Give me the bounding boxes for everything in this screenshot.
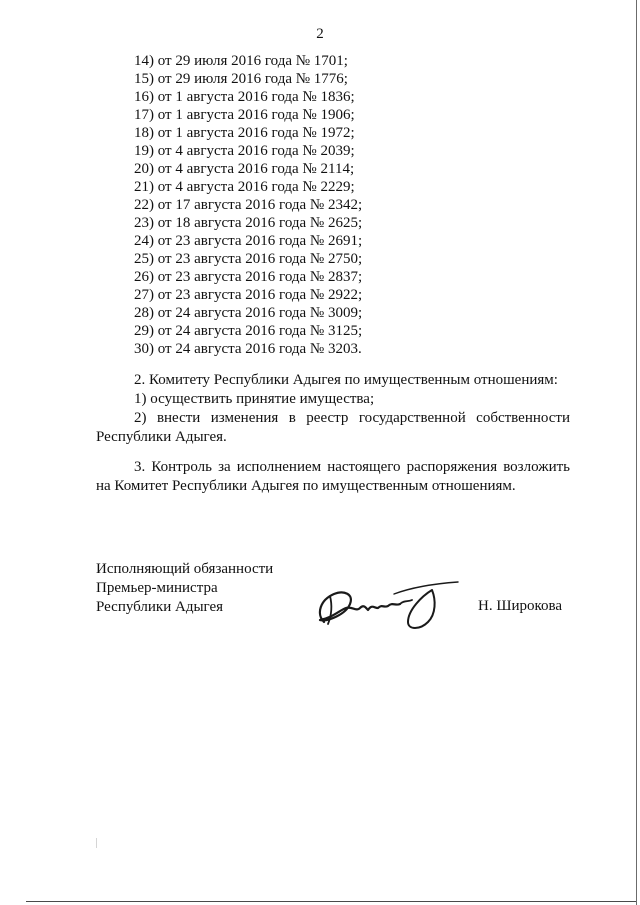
signer-line-1: Исполняющий обязанности	[96, 561, 274, 577]
section-2-item-1: 1) осуществить принятие имущества;	[134, 391, 375, 407]
signer-title-block	[96, 560, 273, 617]
scan-artifact	[96, 838, 97, 848]
page-number: 2	[316, 26, 324, 42]
list-item: 19) от 4 августа 2016 года № 2039;	[134, 143, 355, 159]
list-item: 30) от 24 августа 2016 года № 3203.	[134, 341, 362, 357]
list-item: 22) от 17 августа 2016 года № 2342;	[134, 197, 363, 213]
list-item: 14) от 29 июля 2016 года № 1701;	[134, 53, 348, 69]
list-item: 17) от 1 августа 2016 года № 1906;	[134, 107, 355, 123]
list-item: 16) от 1 августа 2016 года № 1836;	[134, 89, 355, 105]
signer-name: Н. Широкова	[478, 598, 563, 614]
section-2	[96, 371, 570, 447]
list-item: 27) от 23 августа 2016 года № 2922;	[134, 287, 363, 303]
decree-list	[134, 52, 362, 358]
list-item: 15) от 29 июля 2016 года № 1776;	[134, 71, 348, 87]
list-item: 26) от 23 августа 2016 года № 2837;	[134, 269, 363, 285]
page-edge-bottom	[26, 901, 636, 902]
list-item: 29) от 24 августа 2016 года № 3125;	[134, 323, 363, 339]
list-item: 28) от 24 августа 2016 года № 3009;	[134, 305, 363, 321]
signer-line-2: Премьер-министра	[96, 580, 218, 596]
list-item: 21) от 4 августа 2016 года № 2229;	[134, 179, 355, 195]
list-item: 24) от 23 августа 2016 года № 2691;	[134, 233, 363, 249]
signer-line-3: Республики Адыгея	[96, 599, 224, 615]
list-item: 18) от 1 августа 2016 года № 1972;	[134, 125, 355, 141]
section-3-text: 3. Контроль за исполнением настоящего распоряжения возложить на Комитет Республики Адыгея по имущественным отношениям.	[96, 459, 570, 494]
page-edge-right	[636, 0, 637, 905]
list-item: 20) от 4 августа 2016 года № 2114;	[134, 161, 355, 177]
list-item: 25) от 23 августа 2016 года № 2750;	[134, 251, 363, 267]
list-item: 23) от 18 августа 2016 года № 2625;	[134, 215, 363, 231]
section-3	[96, 458, 570, 496]
section-2-heading: 2. Комитету Республики Адыгея по имущественным отношениям:	[134, 372, 558, 388]
handwritten-signature	[310, 574, 470, 634]
section-2-item-2: 2) внести изменения в реестр государственной собственности Республики Адыгея.	[96, 410, 570, 445]
